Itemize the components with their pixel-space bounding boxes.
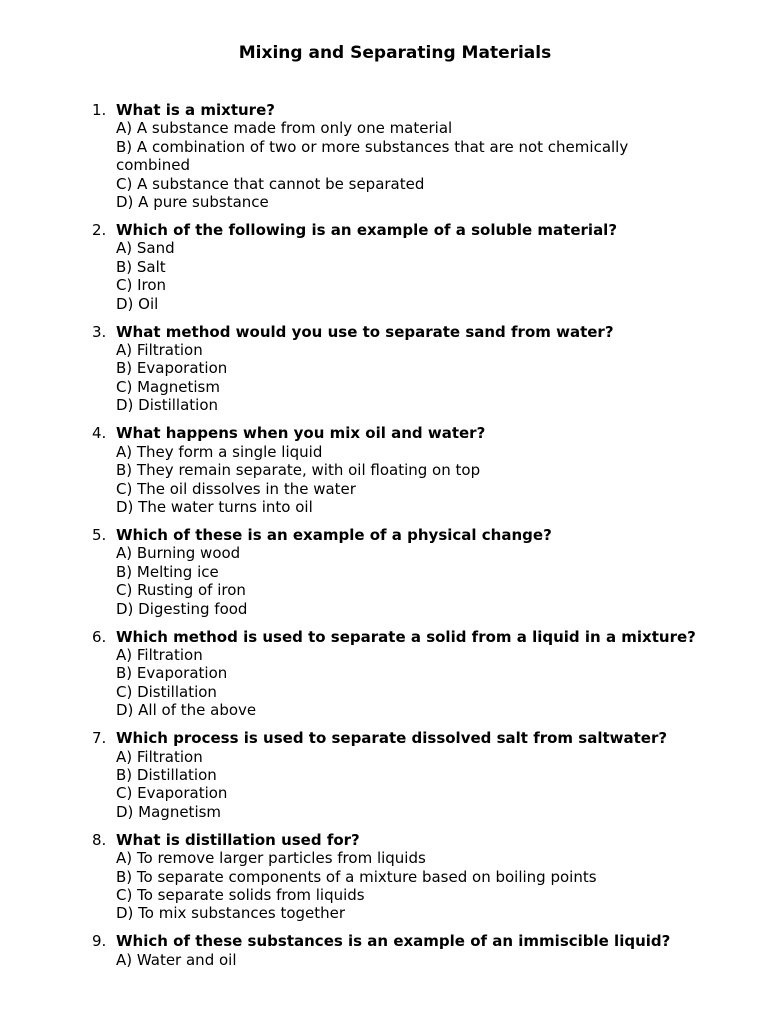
answer-option: B) They remain separate, with oil floating on top: [116, 461, 481, 480]
question-text: Which of these substances is an example of an immiscible liquid?: [116, 932, 671, 951]
question-number: 7.: [92, 729, 107, 748]
question-text: Which of the following is an example of a soluble material?: [116, 221, 618, 240]
question-text: What is a mixture?: [116, 101, 275, 119]
answer-option: A) Filtration: [116, 645, 203, 664]
question-item: [0, 101, 646, 211]
answer-option: D) Oil: [116, 294, 159, 313]
question-list: [0, 101, 696, 979]
question-item: [0, 323, 646, 415]
answer-option: D) All of the above: [116, 701, 257, 720]
answer-option: C) Iron: [116, 276, 167, 295]
answer-option: C) Magnetism: [116, 377, 220, 396]
question-number: 6.: [92, 627, 107, 646]
answer-option: A) To remove larger particles from liquids: [116, 849, 426, 868]
answer-option: D) The water turns into oil: [116, 497, 313, 516]
answer-option: C) Rusting of iron: [116, 581, 246, 600]
question-item: [0, 932, 671, 969]
answer-option: A) They form a single liquid: [116, 442, 323, 461]
answer-option: A) A substance made from only one material: [116, 119, 453, 138]
answer-option: A) Filtration: [116, 747, 203, 766]
answer-option: C) To separate solids from liquids: [116, 886, 365, 904]
question-number: 2.: [92, 221, 107, 240]
question-item: [0, 221, 646, 313]
answer-option: A) Sand: [116, 239, 175, 258]
answer-option: D) Magnetism: [116, 802, 222, 821]
answer-option: D) Distillation: [116, 396, 219, 415]
question-text: Which method is used to separate a solid from a liquid in a mixture?: [116, 627, 696, 646]
question-item: [0, 627, 696, 720]
answer-option: C) The oil dissolves in the water: [116, 479, 356, 498]
question-item: [0, 526, 646, 618]
question-text: What method would you use to separate sand from water?: [116, 322, 614, 341]
answer-option: B) Salt: [116, 257, 166, 276]
answer-option: B) Evaporation: [116, 359, 228, 378]
answer-option: B) Distillation: [116, 765, 217, 784]
question-text: Which of these is an example of a physical change?: [116, 525, 552, 544]
answer-option: A) Water and oil: [116, 950, 237, 969]
question-number: 4.: [92, 424, 107, 443]
question-text: What happens when you mix oil and water?: [116, 424, 486, 443]
question-number: 5.: [92, 525, 107, 544]
answer-option: D) A pure substance: [116, 193, 269, 212]
answer-option: C) Distillation: [116, 682, 217, 701]
question-number: 1.: [92, 101, 107, 119]
answer-option: B) To separate components of a mixture based on boiling points: [116, 867, 597, 886]
question-item: [0, 831, 646, 923]
page-title: Mixing and Separating Materials: [238, 43, 552, 63]
question-text: What is distillation used for?: [116, 830, 360, 849]
answer-option: C) A substance that cannot be separated: [116, 174, 425, 193]
question-text: Which process is used to separate dissolved salt from saltwater?: [116, 729, 668, 748]
question-number: 8.: [92, 830, 107, 849]
question-item: [0, 424, 646, 516]
question-number: 9.: [92, 932, 107, 951]
answer-option: A) Filtration: [116, 341, 203, 360]
answer-option: D) To mix substances together: [116, 904, 346, 923]
answer-option: D) Digesting food: [116, 599, 248, 618]
answer-option: B) Melting ice: [116, 562, 219, 581]
answer-option: C) Evaporation: [116, 784, 228, 803]
question-number: 3.: [92, 322, 107, 341]
answer-option: B) Evaporation: [116, 664, 228, 683]
question-item: [0, 729, 668, 821]
answer-option: A) Burning wood: [116, 544, 241, 563]
answer-option: B) A combination of two or more substances that are not chemically combined: [116, 137, 629, 175]
